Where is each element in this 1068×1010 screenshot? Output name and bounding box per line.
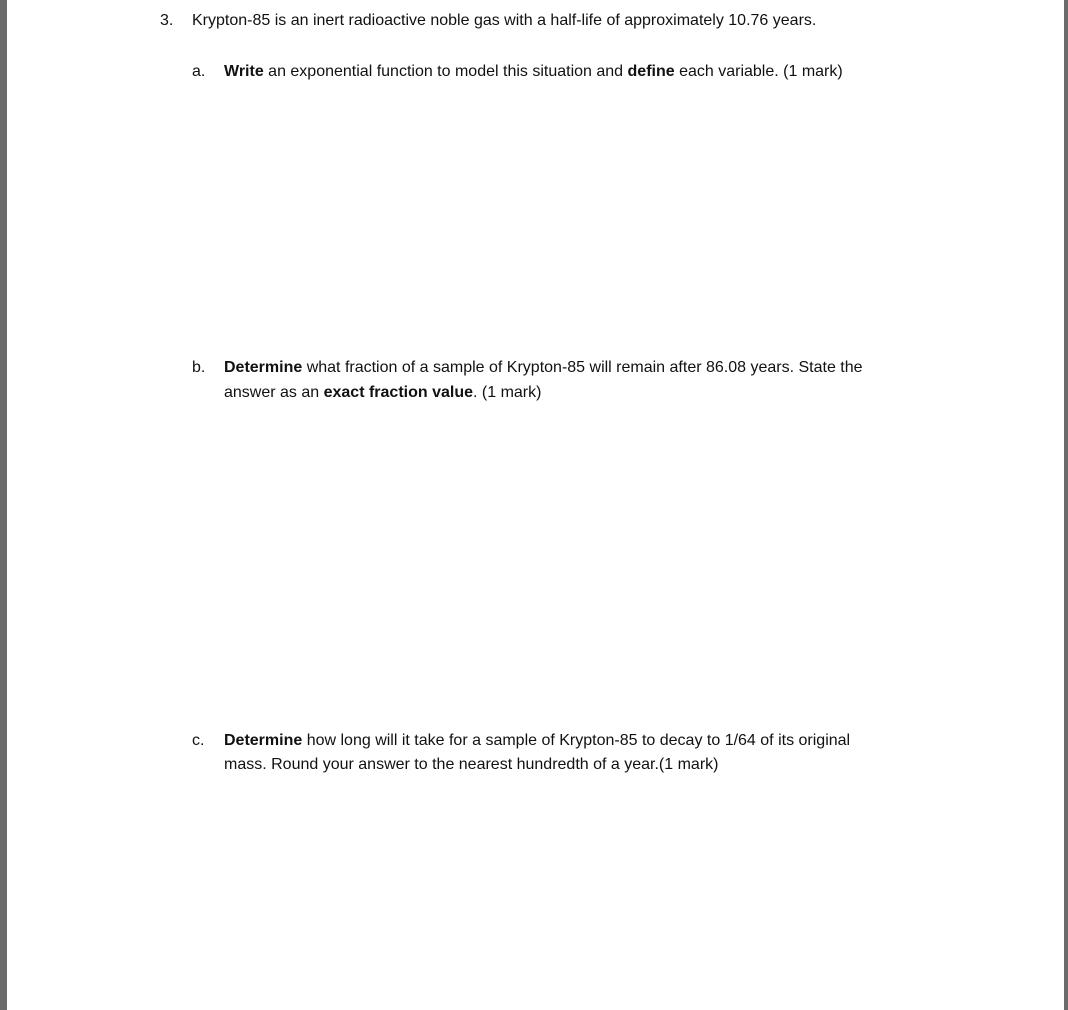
- question-stem: Krypton-85 is an inert radioactive noble gas with a half-life of approximately 10.76 years.: [192, 12, 817, 29]
- document-page: [7, 0, 1064, 1010]
- part-a-label: a.: [192, 63, 206, 80]
- window-left-edge: [0, 0, 7, 1010]
- part-b-label: b.: [192, 359, 206, 376]
- part-b-text-3: . (1 mark): [473, 384, 542, 401]
- window-right-edge: [1064, 0, 1068, 1010]
- part-a-text: [224, 60, 843, 84]
- part-a-bold-define: define: [627, 63, 675, 80]
- part-b-bold-determine: Determine: [224, 359, 303, 376]
- part-b-line-2: [224, 381, 541, 405]
- part-a-text-2: each variable. (1 mark): [674, 63, 843, 80]
- part-c-line-2: [224, 753, 718, 777]
- part-b-bold-exact-fraction: exact fraction value: [323, 384, 474, 401]
- part-a-bold-write: Write: [224, 63, 264, 80]
- part-b-text-1: what fraction of a sample of Krypton-85 will remain after 86.08 years. State the: [302, 359, 863, 376]
- part-c-line-1: [224, 729, 850, 753]
- part-b-text-2: answer as an: [224, 384, 324, 401]
- part-c-text-2: mass. Round your answer to the nearest hundredth of a year.(1 mark): [224, 756, 719, 773]
- part-c-text-1: how long will it take for a sample of Krypton-85 to decay to 1/64 of its original: [302, 732, 851, 749]
- part-c-bold-determine: Determine: [224, 732, 303, 749]
- part-a-text-1: an exponential function to model this situation and: [263, 63, 628, 80]
- question-number: 3.: [160, 12, 174, 29]
- part-b-line-1: [224, 356, 863, 380]
- part-c-label: c.: [192, 732, 205, 749]
